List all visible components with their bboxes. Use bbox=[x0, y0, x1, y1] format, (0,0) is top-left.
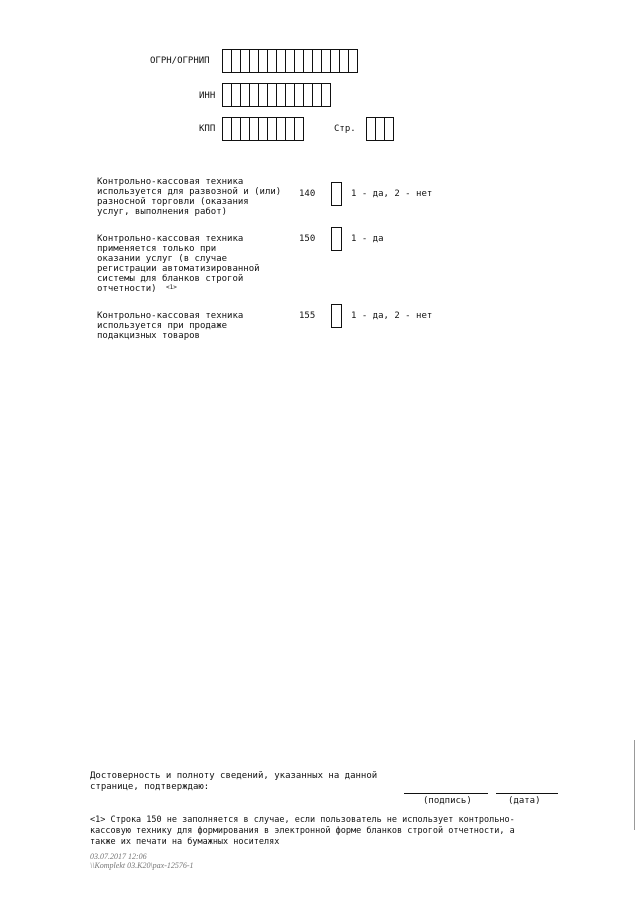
inn-cell[interactable] bbox=[321, 83, 331, 107]
row-140-text: Контрольно-кассовая техника используется для развозной и (или) разносной торговли (оказания услуг, выполнения работ) bbox=[97, 177, 282, 217]
ogrn-input[interactable] bbox=[222, 49, 358, 73]
signature-label: (подпись) bbox=[423, 796, 472, 806]
row-140-input[interactable] bbox=[331, 182, 342, 206]
date-line[interactable] bbox=[496, 793, 558, 794]
ogrn-label: ОГРН/ОГРНИП bbox=[150, 56, 210, 66]
row-150-text: Контрольно-кассовая техника применяется только при оказании услуг (в случае регистрации автоматизированной системы для бланков строгой отчетности) bbox=[97, 234, 260, 294]
date-label: (дата) bbox=[508, 796, 541, 806]
page-label: Стр. bbox=[334, 124, 356, 134]
scan-path: \\Komplekt 03.K20\pax-12576-1 bbox=[90, 861, 194, 870]
row-155-text: Контрольно-кассовая техника используется при продаже подакцизных товаров bbox=[97, 311, 244, 341]
row-155-hint: 1 - да, 2 - нет bbox=[351, 311, 433, 321]
kpp-cell[interactable] bbox=[294, 117, 304, 141]
kpp-label: КПП bbox=[199, 124, 216, 134]
row-150-input[interactable] bbox=[331, 227, 342, 251]
signature-line[interactable] bbox=[404, 793, 488, 794]
kpp-input[interactable] bbox=[222, 117, 304, 141]
row-140-hint: 1 - да, 2 - нет bbox=[351, 189, 433, 199]
page-number-input[interactable] bbox=[366, 117, 394, 141]
ogrn-cell[interactable] bbox=[348, 49, 358, 73]
row-150-hint: 1 - да bbox=[351, 234, 384, 244]
row-150-footnote-ref: <1> bbox=[166, 284, 177, 291]
scan-edge-mark bbox=[634, 740, 635, 830]
inn-input[interactable] bbox=[222, 83, 331, 107]
confirmation-text: Достоверность и полноту сведений, указанных на данной странице, подтверждаю: bbox=[90, 771, 378, 792]
inn-label: ИНН bbox=[199, 91, 216, 101]
row-155-input[interactable] bbox=[331, 304, 342, 328]
footnote-text: <1> Строка 150 не заполняется в случае, если пользователь не использует контрольно- кассовую технику для формирования в электронной форме бланков строгой отчетности, а также их печати на бумажных носителях bbox=[90, 815, 515, 847]
scan-timestamp: 03.07.2017 12:06 bbox=[90, 852, 147, 861]
row-140-code: 140 bbox=[299, 189, 316, 199]
row-150-code: 150 bbox=[299, 234, 316, 244]
row-155-code: 155 bbox=[299, 311, 316, 321]
page-cell[interactable] bbox=[384, 117, 394, 141]
